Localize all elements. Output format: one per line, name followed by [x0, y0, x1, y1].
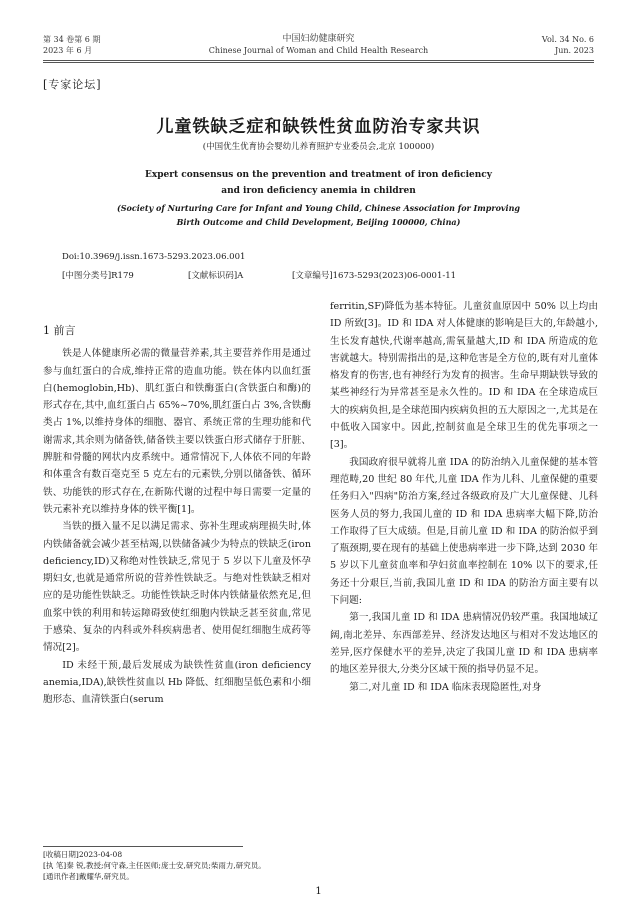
journal-name-en: Chinese Journal of Woman and Child Health Research — [208, 46, 429, 55]
body-column-right — [330, 298, 598, 696]
author-affiliation-cn: (中国优生优育协会婴幼儿养育照护专业委员会,北京 100000) — [202, 142, 435, 152]
corresponding-author: [通讯作者]戴耀华,研究员。 — [43, 872, 134, 881]
paragraph: 铁是人体健康所必需的微量营养素,其主要营养作用是通过参与血红蛋白的合成,维持正常的造血功能。铁在体内以血红蛋白(hemoglobin,Hb)、肌红蛋白和铁酶蛋白(含铁蛋白和酶)的形式存在,其中,血红蛋白占 65%~70%,肌红蛋白占 3%,含铁酶类占 1%,以维持身体的细胞、器官、系统正常的生理功能和代谢需求,其余则为储备铁,储备铁主要以铁蛋白形式储存于肝脏、脾脏和骨髓的网状内皮系统中。通常情况下,人体依不同的年龄和体重含有数百毫克至 5 克左右的元素铁,分别以储备铁、循环铁、功能铁的形式存在,在新陈代谢的过程中每日需要一定量的铁元素补充以维持身体的铁平衡[1]。 — [43, 348, 311, 515]
body-column-left — [43, 322, 311, 709]
section-heading: 1 前言 — [43, 324, 76, 337]
paragraph: ID 未经干预,最后发展成为缺铁性贫血(iron deficiency anemia,IDA),缺铁性贫血以 Hb 降低、红细胞呈低色素和小细胞形态、血清铁蛋白(serum — [43, 659, 311, 706]
volume-no-en: Vol. 34 No. 6 — [541, 35, 594, 44]
paragraph: 第一,我国儿童 ID 和 IDA 患病情况仍较严重。我国地域辽阔,南北差异、东西部差异、经济发达地区与相对不发达地区的差异,医疗保健水平的差异,决定了我国儿童 ID 和 IDA 患病率的地区差异很大,分类分区域干预的指导仍显不足。 — [330, 612, 598, 676]
title-en-line2: and iron deficiency anemia in children — [221, 186, 416, 196]
footnotes — [43, 849, 266, 882]
article-number: [文章编号]1673-5293(2023)06-0001-11 — [292, 271, 457, 281]
document-code: [文献标识码]A — [188, 271, 244, 281]
volume-issue: 第 34 卷第 6 期 — [43, 35, 101, 44]
paragraph: 第二,对儿童 ID 和 IDA 临床表现隐匿性,对身 — [349, 681, 542, 693]
issue-date: 2023 年 6 月 — [43, 46, 93, 55]
journal-name-cn: 中国妇幼健康研究 — [282, 34, 355, 44]
writing-authors: [执 笔]秦 锐,教授;何守森,主任医师;庞士安,研究员;柴雨力,研究员。 — [43, 861, 266, 870]
paragraph: 我国政府很早就将儿童 IDA 的防治纳入儿童保健的基本管理范畴,20 世纪 80 年代,儿童 IDA 作为儿科、儿童保健的重要任务归入"四病"防治方案,经过各级政府及广大儿童保健、儿科医务人员的努力,我国儿童的 ID 和 IDA 患病率大幅下降,防治工作取得了巨大成绩。但是,目前儿童 ID 和 IDA 的防治似乎到了瓶颈期,要在现有的基础上使患病率进一步下降,达到 2030 年 5 岁以下儿童贫血率和孕妇贫血率控制在 10% 以下的要求,任务还十分艰巨,当前,我国儿童 ID 和 IDA 的防治方面主要有以下问题: — [330, 456, 598, 607]
received-date: [收稿日期]2023-04-08 — [43, 850, 123, 859]
paragraph: 当铁的摄入量不足以满足需求、弥补生理或病理损失时,体内铁储备就会减少甚至枯竭,以铁储备减少为特点的铁缺乏(iron deficiency,ID)又称绝对性铁缺乏,常见于 5 岁以下儿童及怀孕期妇女,也就是通常所说的营养性铁缺乏。与绝对性铁缺乏相对应的是功能性铁缺乏。功能性铁缺乏时体内铁储量依然充足,但血浆中铁的利用和转运障碍致使红细胞内铁缺乏甚至贫血,常见于感染、复杂的内科或外科疾病患者、使用促红细胞生成药等情况[2]。 — [43, 521, 311, 654]
section-tag: [专家论坛] — [43, 78, 102, 91]
header-rule-thin — [43, 62, 594, 63]
header-right — [542, 34, 594, 56]
page-number: 1 — [315, 886, 322, 897]
clc-number: [中图分类号]R179 — [62, 271, 134, 281]
paragraph: ferritin,SF)降低为基本特征。儿童贫血原因中 50% 以上均由 ID 所致[3]。ID 和 IDA 对人体健康的影响是巨大的,年龄越小,生长发育越快,代谢率越高,需氧量越大,ID 和 IDA 所造成的危害就越大。特别需指出的是,这种危害是全方位的,既有对儿童体格发育的伤害,也有神经行为发育的损害。生命早期缺铁导致的某些神经行为异常甚至是永久性的。ID 和 IDA 在全球造成巨大的疾病负担,是全球范围内疾病负担的五大原因之一,尤其是在中低收入国家中。因此,控制贫血是全球卫生的优先事项之一[3]。 — [330, 301, 598, 451]
issue-date-en: Jun. 2023 — [555, 46, 594, 55]
affiliation-en-line2: Birth Outcome and Child Development, Beijing 100000, China) — [176, 217, 461, 227]
header-rule — [43, 60, 594, 61]
title-en-line1: Expert consensus on the prevention and treatment of iron deficiency — [145, 170, 492, 180]
footnote-rule — [43, 846, 243, 847]
page-title: 儿童铁缺乏症和缺铁性贫血防治专家共识 — [156, 117, 481, 137]
doi: Doi:10.3969/j.issn.1673-5293.2023.06.001 — [62, 252, 246, 262]
affiliation-en-line1: (Society of Nurturing Care for Infant and Young Child, Chinese Association for Improving — [116, 203, 520, 213]
